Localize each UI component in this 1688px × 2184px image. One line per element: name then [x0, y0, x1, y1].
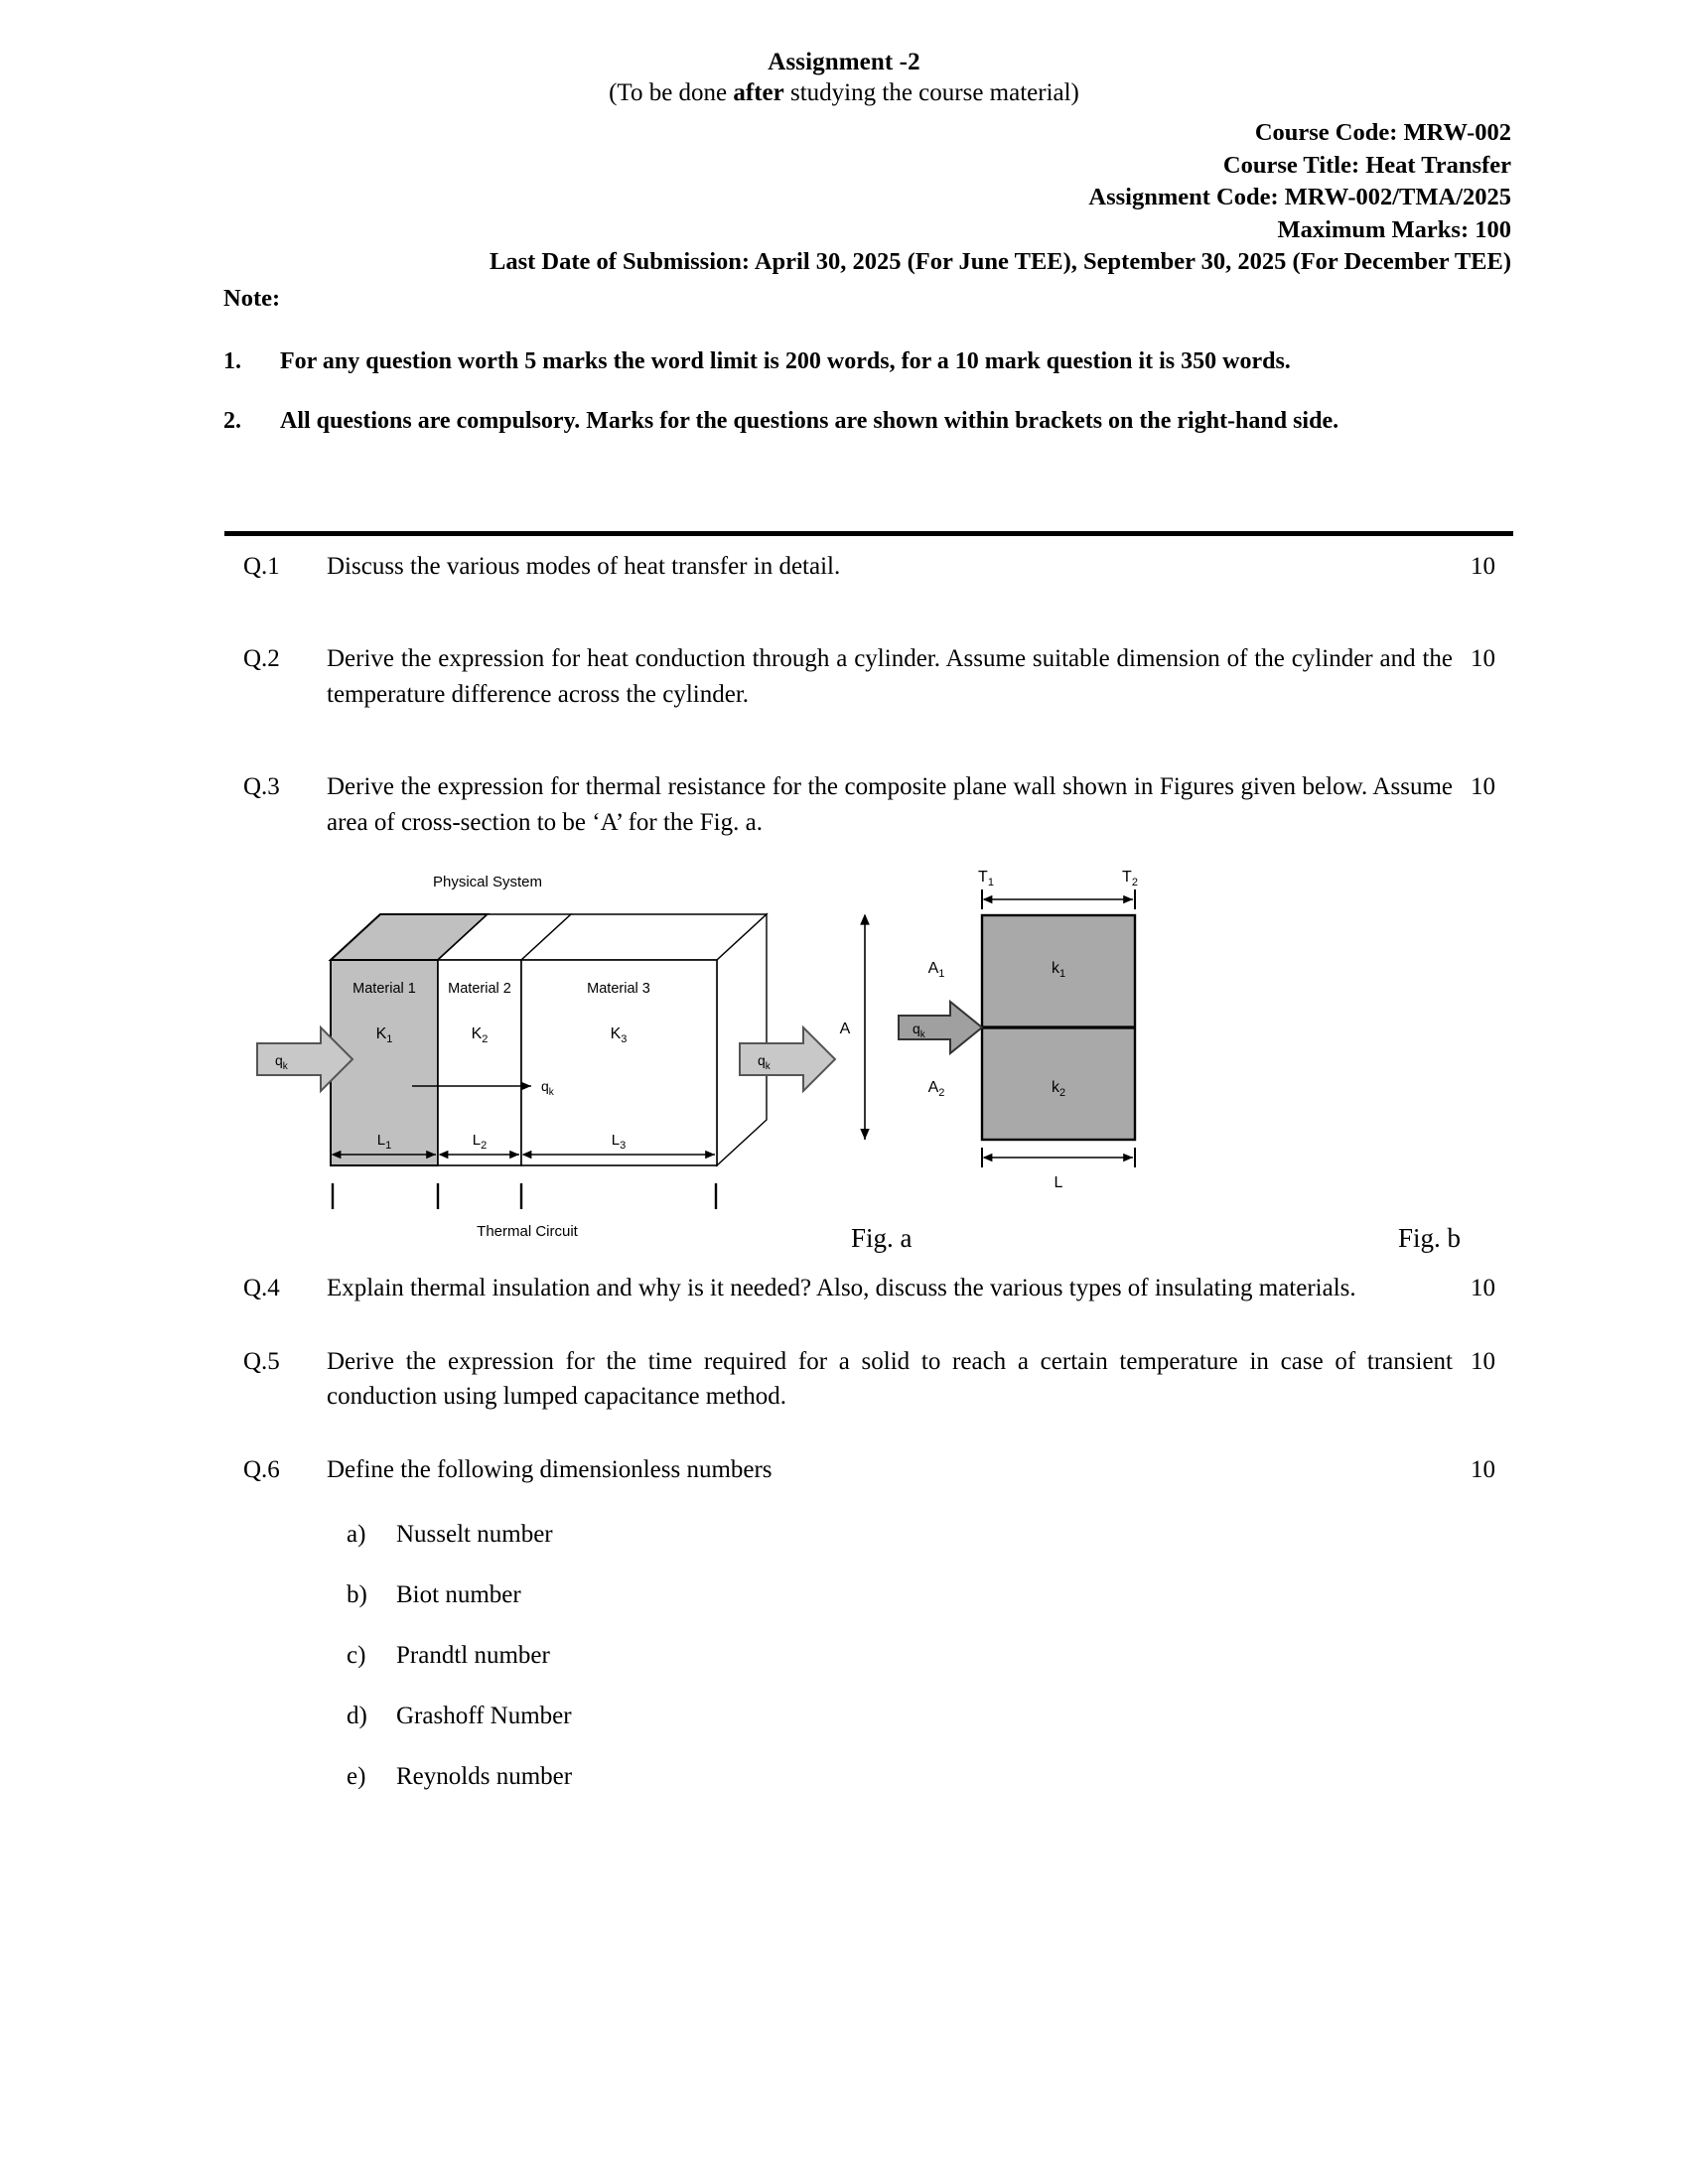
question-marks: 10	[1471, 552, 1495, 580]
question-text: Derive the expression for the time required for a solid to reach a certain temperature in case of transient conduction using lumped capacitance method.	[327, 1347, 1453, 1411]
sublist-item	[347, 1759, 1514, 1794]
sublist-label: Reynolds number	[396, 1763, 573, 1791]
sublist-item	[347, 1699, 1514, 1733]
note-text: All questions are compulsory. Marks for the questions are shown within brackets on the right-hand side.	[280, 407, 1339, 434]
question-marks: 10	[1471, 1347, 1495, 1375]
fig-a-qk-mid-label: $q_k$	[541, 1078, 554, 1099]
note-label: Note:	[223, 284, 281, 312]
fig-a-qk-out-label: $q_k$	[758, 1052, 771, 1073]
question-text: Define the following dimensionless numbers	[327, 1455, 773, 1483]
question-text: Discuss the various modes of heat transfer in detail.	[327, 552, 841, 580]
question-text: Derive the expression for heat conduction through a cylinder. Assume suitable dimension of the cylinder and the temperature difference across the cylinder.	[327, 645, 1453, 708]
fig-b-heat-flux-arrow	[899, 1002, 982, 1053]
fig-a-bottom-label: Thermal Circuit	[477, 1223, 578, 1241]
fig-a-l3-label: $L_3$	[611, 1132, 627, 1153]
fig-b-k2-label: $k_2$	[1051, 1079, 1066, 1100]
sublist-marker: b)	[347, 1581, 367, 1609]
note-number: 2.	[223, 407, 241, 434]
question-row-3	[243, 769, 1514, 840]
last-date-of-submission: Last Date of Submission: April 30, 2025 (For June TEE), September 30, 2025 (For December TEE)	[490, 248, 1511, 276]
question-text: Derive the expression for thermal resistance for the composite plane wall shown in Figures given below. Assume area of cross-section to be ‘A’ for the Fig. a.	[327, 773, 1453, 836]
fig-a-k3-label: $K_3$	[610, 1025, 628, 1046]
course-code: Course Code: MRW-002	[1254, 119, 1511, 146]
figure-b-caption: Fig. b	[1398, 1223, 1462, 1254]
sublist-marker: d)	[347, 1703, 367, 1730]
sublist-label: Grashoff Number	[396, 1703, 572, 1730]
fig-b-t2-label: $T_2$	[1122, 869, 1138, 889]
note-item	[223, 344, 1514, 378]
fig-a-k1-label: $K_1$	[375, 1025, 393, 1046]
question-id: Q.4	[243, 1275, 280, 1302]
assignment-code: Assignment Code: MRW-002/TMA/2025	[1088, 184, 1511, 211]
question-marks: 10	[1471, 1275, 1495, 1302]
question-id: Q.6	[243, 1455, 280, 1483]
fig-a-material-2-label: Material 2	[448, 981, 511, 998]
subtitle-pre: (To be done	[609, 78, 734, 106]
fig-b-t1-label: $T_1$	[978, 869, 994, 889]
question-row-1	[243, 549, 1514, 585]
document-header	[0, 0, 1688, 315]
sublist-marker: c)	[347, 1642, 366, 1670]
fig-b-k1-label: $k_1$	[1051, 960, 1066, 981]
questions-list	[0, 549, 1688, 1795]
subtitle-post: studying the course material)	[783, 78, 1079, 106]
question-row-5	[243, 1344, 1514, 1415]
figure-b	[840, 869, 1138, 1191]
note-number: 1.	[223, 347, 241, 374]
maximum-marks: Maximum Marks: 100	[1277, 215, 1511, 243]
sublist-item	[347, 1638, 1514, 1673]
sublist-item	[347, 1577, 1514, 1612]
figure-a	[257, 874, 835, 1240]
composite-wall-figures	[243, 854, 1484, 1271]
fig-b-a2-label: $A_2$	[927, 1079, 945, 1100]
fig-a-l1-label: $L_1$	[376, 1132, 392, 1153]
sublist-label: Prandtl number	[396, 1642, 550, 1670]
spacer	[243, 712, 1514, 769]
spacer	[243, 1415, 1514, 1452]
fig-b-qk-label: $q_k$	[913, 1021, 925, 1041]
fig-a-material-1-label: Material 1	[352, 981, 416, 998]
question-id: Q.2	[243, 645, 280, 673]
fig-a-qk-in-label: $q_k$	[275, 1052, 288, 1073]
sublist-item	[347, 1517, 1514, 1552]
fig-a-top-label: Physical System	[432, 874, 543, 891]
fig-b-length-label: L	[1054, 1174, 1063, 1192]
figure-a-caption: Fig. a	[851, 1223, 913, 1254]
notes-list	[0, 344, 1688, 438]
question-id: Q.5	[243, 1347, 280, 1375]
spacer	[243, 1306, 1514, 1344]
question-6-sublist	[243, 1517, 1514, 1794]
fig-a-k2-label: $K_2$	[471, 1025, 489, 1046]
sublist-marker: e)	[347, 1763, 366, 1791]
fig-b-area-label: A	[839, 1021, 851, 1038]
fig-b-a1-label: $A_1$	[927, 960, 945, 981]
page-subtitle	[0, 77, 1688, 110]
note-text: For any question worth 5 marks the word limit is 200 words, for a 10 mark question it is 350 words.	[280, 347, 1291, 374]
question-marks: 10	[1471, 1455, 1495, 1483]
subtitle-bold: after	[733, 78, 784, 106]
fig-a-l2-label: $L_2$	[472, 1132, 488, 1153]
question-row-4	[243, 1271, 1514, 1306]
page-title: Assignment -2	[768, 49, 920, 75]
sublist-label: Biot number	[396, 1581, 521, 1609]
question-row-2	[243, 641, 1514, 712]
horizontal-divider	[224, 531, 1513, 536]
question-id: Q.1	[243, 552, 280, 580]
sublist-label: Nusselt number	[396, 1521, 553, 1549]
question-marks: 10	[1471, 773, 1495, 801]
question-row-6	[243, 1452, 1514, 1488]
figure-captions	[243, 1223, 1484, 1269]
course-title: Course Title: Heat Transfer	[1222, 151, 1511, 179]
course-meta-block	[0, 117, 1688, 279]
question-marks: 10	[1471, 645, 1495, 673]
question-text: Explain thermal insulation and why is it needed? Also, discuss the various types of insulating materials.	[327, 1275, 1356, 1302]
question-id: Q.3	[243, 773, 280, 801]
figures-container	[243, 854, 1688, 1271]
note-item	[223, 404, 1514, 438]
fig-a-material-3-label: Material 3	[587, 981, 650, 998]
sublist-marker: a)	[347, 1521, 366, 1549]
spacer	[243, 584, 1514, 641]
